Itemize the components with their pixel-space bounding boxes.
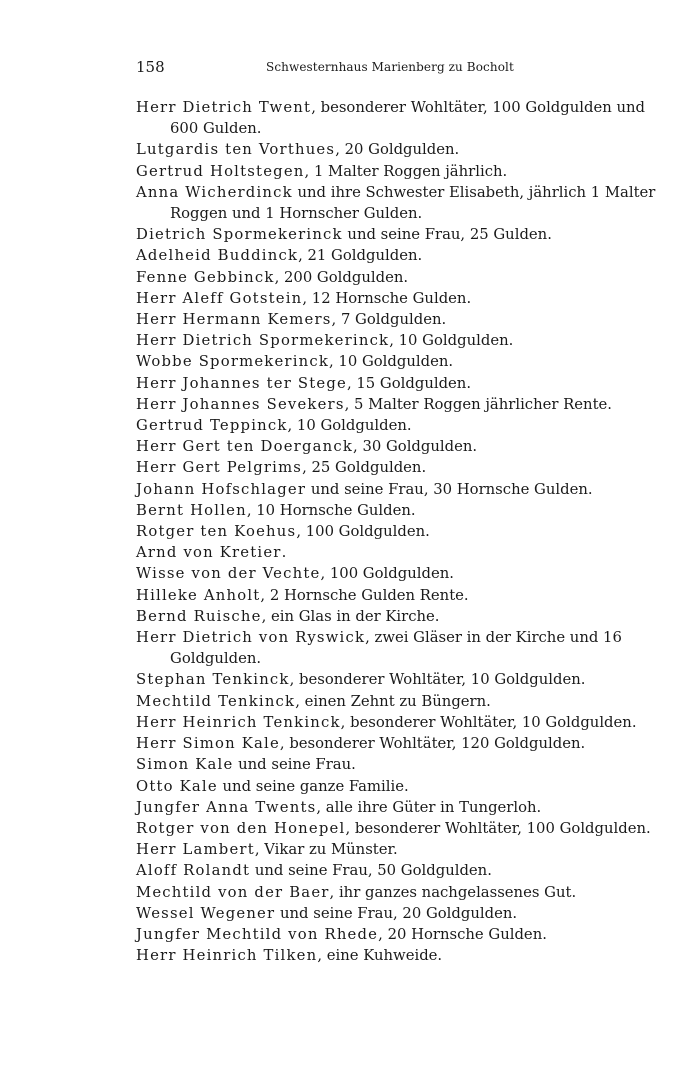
benefaction-text: . (281, 544, 287, 562)
benefaction-text: , Vikar zu Münster. (254, 841, 398, 859)
list-item (136, 373, 662, 394)
benefaction-text: und seine Frau, 25 Gulden. (342, 226, 552, 244)
benefaction-text: und seine ganze Familie. (217, 777, 409, 795)
benefactor-name: Herr Gert Pelgrims (136, 459, 303, 477)
list-item (136, 479, 662, 500)
list-item (136, 712, 662, 733)
benefactor-name: Herr Dietrich Spormekerinck (136, 332, 390, 350)
list-item (136, 542, 662, 563)
benefactor-name: Herr Dietrich von Ryswick (136, 629, 366, 647)
benefaction-text: , 10 Hornsche Gulden. (246, 501, 416, 519)
benefactor-name: Mechtild von der Baer (136, 883, 330, 901)
benefaction-text: , 10 Goldgulden. (287, 417, 412, 435)
benefaction-text: , 1 Malter Roggen jährlich. (304, 162, 508, 180)
list-item (136, 627, 662, 669)
list-item (136, 436, 662, 457)
list-item (136, 330, 662, 351)
benefactor-name: Arnd von Kretier (136, 544, 282, 562)
list-item (136, 500, 662, 521)
list-item (136, 585, 662, 606)
benefaction-text: , 15 Goldgulden. (346, 374, 472, 392)
list-item (136, 924, 662, 945)
list-item (136, 394, 662, 415)
list-item (136, 351, 662, 372)
benefactor-name: Herr Johannes Sevekers (136, 395, 345, 413)
list-item (136, 182, 662, 224)
benefactor-name: Lutgardis ten Vorthues (136, 141, 336, 159)
benefactor-name: Hilleke Anholt (136, 586, 261, 604)
running-title: Schwesternhaus Marienberg zu Bocholt (266, 60, 514, 74)
benefactor-name: Herr Johannes ter Stege (136, 374, 347, 392)
benefactor-name: Wobbe Spormekerinck (136, 353, 330, 371)
list-item (136, 139, 662, 160)
benefaction-text: , 21 Goldgulden. (298, 247, 423, 265)
list-item (136, 161, 662, 182)
benefactor-name: Simon Kale (136, 756, 234, 774)
list-item (136, 754, 662, 775)
benefactor-name: Fenne Gebbinck (136, 268, 275, 286)
benefactor-name: Herr Gert ten Doerganck (136, 438, 354, 456)
benefactor-name: Aloff Rolandt (136, 862, 251, 880)
benefactor-name: Dietrich Spormekerinck (136, 226, 343, 244)
benefactor-name: Bernt Hollen (136, 501, 247, 519)
benefactor-name: Anna Wicherdinck (136, 183, 293, 201)
benefaction-text: , alle ihre Güter in Tungerloh. (316, 798, 542, 816)
benefaction-text: , besonderer Wohltäter, 10 Goldgulden. (340, 713, 637, 731)
benefaction-text: , 7 Goldgulden. (331, 311, 447, 329)
benefactor-name: Bernd Ruische (136, 607, 262, 625)
benefactor-name: Jungfer Anna Twents (136, 798, 317, 816)
benefactor-name: Herr Heinrich Tenkinck (136, 713, 341, 731)
list-item (136, 521, 662, 542)
list-item (136, 669, 662, 690)
list-item (136, 903, 662, 924)
page-number: 158 (136, 58, 165, 76)
benefaction-text: und seine Frau, 50 Goldgulden. (250, 862, 492, 880)
benefactor-name: Herr Simon Kale (136, 735, 280, 753)
benefaction-text: , einen Zehnt zu Büngern. (295, 692, 491, 710)
benefaction-text: und seine Frau. (233, 756, 356, 774)
list-item (136, 818, 662, 839)
benefactor-name: Herr Aleff Gotstein (136, 289, 303, 307)
list-item (136, 606, 662, 627)
list-item (136, 245, 662, 266)
benefaction-text: , besonderer Wohltäter, 120 Goldgulden. (279, 735, 586, 753)
benefaction-text: , zwei Gläser in der Kirche und 16 Goldgulden. (170, 629, 622, 668)
list-item (136, 224, 662, 245)
benefaction-text: und seine Frau, 20 Goldgulden. (275, 904, 518, 922)
list-item (136, 945, 662, 966)
benefaction-text: , ein Glas in der Kirche. (261, 607, 440, 625)
benefactor-name: Stephan Tenkinck (136, 671, 290, 689)
benefaction-text: , besonderer Wohltäter, 100 Goldgulden. (345, 819, 651, 837)
benefaction-text: , besonderer Wohltäter, 10 Goldgulden. (289, 671, 586, 689)
benefaction-text: , 12 Hornsche Gulden. (302, 289, 472, 307)
benefaction-text: , 20 Hornsche Gulden. (378, 925, 547, 943)
benefactor-name: Adelheid Buddinck (136, 247, 299, 265)
list-item (136, 776, 662, 797)
list-item (136, 691, 662, 712)
benefaction-text: , 200 Goldgulden. (274, 268, 409, 286)
benefaction-text: , 2 Hornsche Gulden Rente. (260, 586, 469, 604)
benefactor-name: Johann Hofschlager (136, 480, 307, 498)
benefaction-text: , 10 Goldgulden. (329, 353, 454, 371)
benefaction-text: , 30 Goldgulden. (353, 438, 478, 456)
benefactor-name: Gertrud Teppinck (136, 417, 288, 435)
benefactor-name: Rotger von den Honepel (136, 819, 346, 837)
benefaction-text: , ihr ganzes nachgelassenes Gut. (329, 883, 577, 901)
benefaction-text: , besonderer Wohltäter, 100 Goldgulden und 600 Gulden. (170, 99, 645, 138)
list-item (136, 839, 662, 860)
benefactor-name: Herr Hermann Kemers (136, 311, 332, 329)
benefaction-text: , eine Kuhweide. (317, 947, 443, 965)
list-item (136, 733, 662, 754)
benefactor-list (136, 97, 662, 966)
benefactor-name: Rotger ten Koehus (136, 523, 297, 541)
benefaction-text: und seine Frau, 30 Hornsche Gulden. (306, 480, 593, 498)
list-item (136, 860, 662, 881)
benefaction-text: , 100 Goldgulden. (296, 523, 430, 541)
benefaction-text: , 10 Goldgulden. (389, 332, 514, 350)
benefactor-name: Wisse von der Vechte (136, 565, 321, 583)
benefaction-text: , 25 Goldgulden. (302, 459, 427, 477)
benefactor-name: Wessel Wegener (136, 904, 276, 922)
benefaction-text: , 20 Goldgulden. (335, 141, 460, 159)
benefactor-name: Herr Lambert (136, 841, 255, 859)
list-item (136, 797, 662, 818)
list-item (136, 288, 662, 309)
list-item (136, 415, 662, 436)
benefactor-name: Herr Heinrich Tilken (136, 947, 318, 965)
list-item (136, 267, 662, 288)
benefaction-text: , 100 Goldgulden. (320, 565, 454, 583)
list-item (136, 457, 662, 478)
benefactor-name: Jungfer Mechtild von Rhede (136, 925, 379, 943)
list-item (136, 563, 662, 584)
benefactor-name: Otto Kale (136, 777, 218, 795)
list-item (136, 309, 662, 330)
page-header (136, 58, 660, 78)
benefactor-name: Mechtild Tenkinck (136, 692, 296, 710)
benefactor-name: Herr Dietrich Twent (136, 99, 312, 116)
list-item (136, 97, 662, 139)
benefaction-text: , 5 Malter Roggen jährlicher Rente. (344, 395, 612, 413)
list-item (136, 882, 662, 903)
benefaction-text: und ihre Schwester Elisabeth, jährlich 1 Malter Roggen und 1 Hornscher Gulden. (170, 183, 656, 223)
benefactor-name: Gertrud Holtstegen (136, 162, 305, 180)
